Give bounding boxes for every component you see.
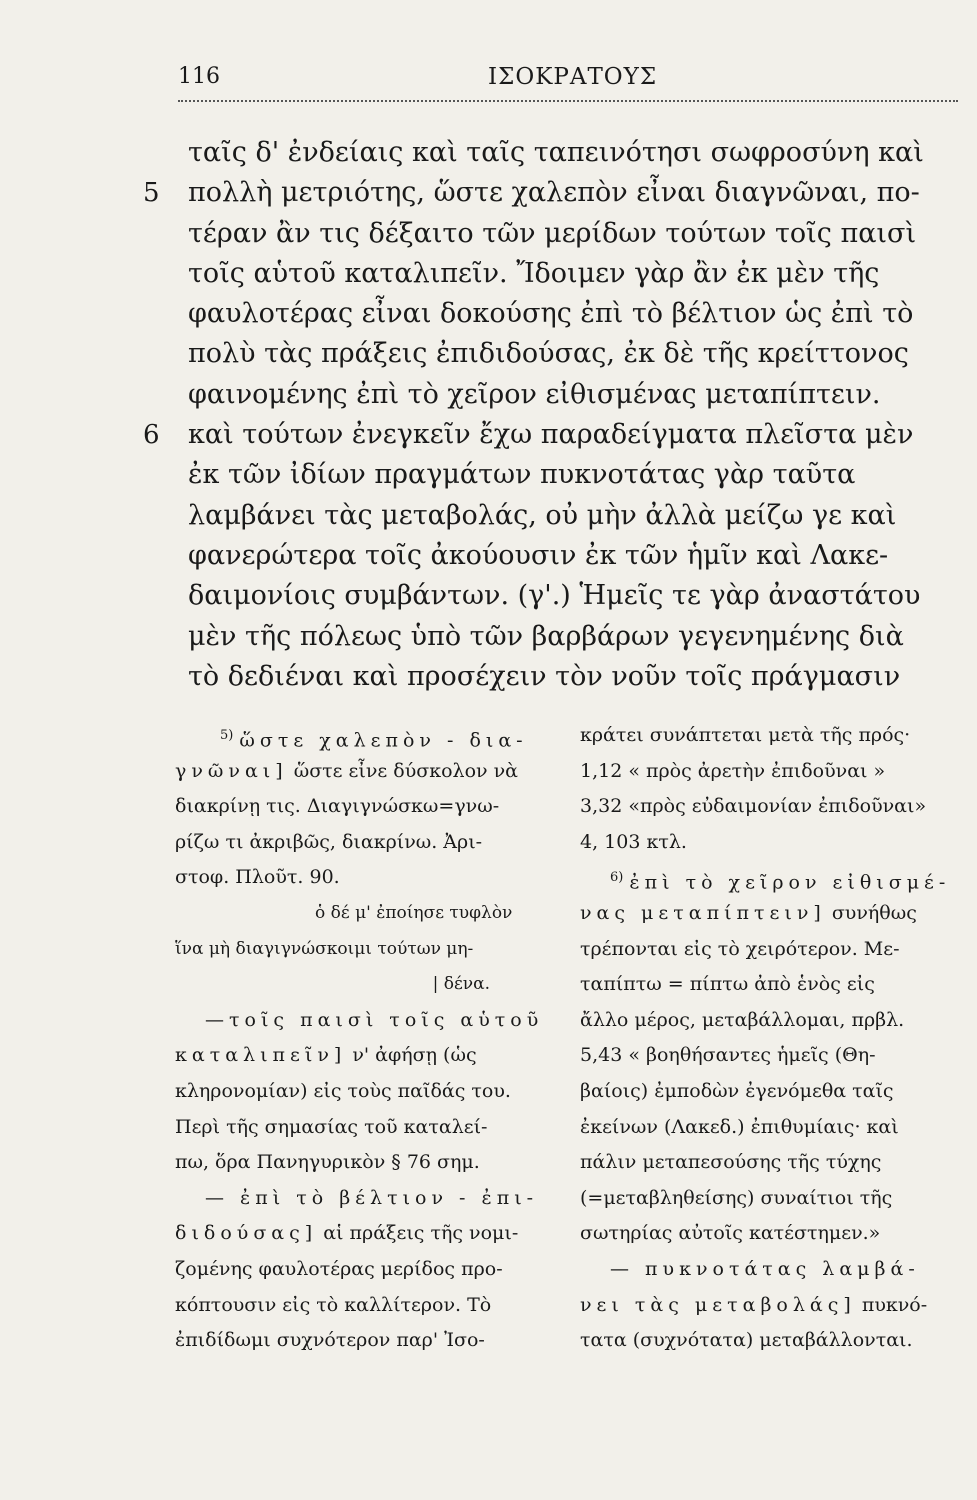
main-text	[143, 133, 960, 697]
text-line	[188, 617, 960, 657]
note-line: ἄλλο μέρος, μεταβάλλομαι, πρβλ.	[580, 1008, 905, 1031]
line-text: πολλὴ μετριότης, ὥστε χαλεπὸν εἶναι διαγνῶναι, πο-	[188, 177, 920, 209]
note-line: | δένα.	[432, 974, 490, 995]
note-line: διακρίνῃ τις. Διαγιγνώσκω=γνω-	[175, 795, 500, 818]
text-line	[188, 294, 960, 334]
text-line	[188, 455, 960, 495]
note-line: βαίοις) ἐμποδὼν ἐγενόμεθα ταῖς	[580, 1079, 894, 1102]
note-line	[175, 754, 550, 790]
note-line: 5,43 « βοηθήσαντες ἡμεῖς (Θη-	[580, 1044, 876, 1067]
note-marker: 5)	[220, 728, 234, 743]
note-line: πω, ὅρα Πανηγυρικὸν § 76 σημ.	[175, 1151, 480, 1174]
line-text: πολὺ τὰς πράξεις ἐπιδιδούσας, ἐκ δὲ τῆς κρείττονος	[188, 338, 909, 370]
text-line	[188, 133, 960, 173]
text-line	[188, 576, 960, 616]
note-line	[580, 896, 960, 932]
note-line: ἐπιδίδωμι συχνότερον παρ' Ἰσο-	[175, 1329, 485, 1352]
text-line	[188, 657, 960, 697]
note-marker: 6)	[610, 870, 624, 886]
note-line: στοφ. Πλοῦτ. 90.	[175, 866, 340, 889]
text-line	[188, 536, 960, 576]
line-text: δαιμονίοις συμβάντων. (γ'.) Ἡμεῖς τε γὰρ ἀναστάτου	[188, 580, 921, 612]
page-header	[178, 64, 958, 104]
note-line: 1,12 « πρὸς ἀρετὴν ἐπιδοῦναι »	[580, 759, 886, 782]
lemma: ἐπὶ τὸ χεῖρον εἰθισμέ-	[629, 871, 951, 894]
note-line: κράτει συνάπτεται μετὰ τῆς πρός·	[580, 724, 911, 746]
note-text: συνήθως	[825, 901, 917, 924]
line-text: τὸ δεδιέναι καὶ προσέχειν τὸν νοῦν τοῖς πράγμασιν	[188, 660, 901, 692]
note-line: ὁ δέ μ' ἐποίησε τυφλὸν	[315, 902, 513, 923]
note-line	[580, 1288, 960, 1324]
lemma: — ἐπὶ τὸ βέλτιον - ἐπι-	[205, 1186, 539, 1209]
note-line	[175, 1003, 550, 1039]
note-line	[580, 860, 960, 896]
note-line: (=μεταβληθείσης) συναίτιοι τῆς	[580, 1186, 893, 1209]
lemma: γνῶναι]	[175, 759, 288, 782]
line-text: ἐκ τῶν ἰδίων πραγμάτων πυκνοτάτας γὰρ ταῦτα	[188, 459, 856, 491]
note-text: πυκνό-	[855, 1293, 928, 1316]
lemma: διδούσας]	[175, 1222, 318, 1245]
note-line	[580, 1252, 960, 1288]
note-line: 4, 103 κτλ.	[580, 830, 687, 853]
line-number: 6	[143, 420, 160, 451]
running-title: ΙΣΟΚΡΑΤΟΥΣ	[488, 64, 658, 90]
text-line	[188, 334, 960, 374]
header-rule	[178, 100, 958, 102]
text-line	[143, 173, 960, 213]
note-line: τρέπονται εἰς τὸ χειρότερον. Με-	[580, 937, 900, 960]
lemma: — πυκνοτάτας λαμβά-	[610, 1257, 920, 1280]
note-line: τατα (συχνότατα) μεταβάλλονται.	[580, 1329, 913, 1352]
note-line: ἐκείνων (Λακεδ.) ἐπιθυμίαις· καὶ	[580, 1115, 899, 1138]
text-line	[188, 375, 960, 415]
note-line: ἵνα μὴ διαγιγνώσκοιμι τούτων μη-	[175, 938, 474, 959]
line-number: 5	[143, 178, 160, 209]
footnotes-right-column	[580, 718, 960, 1359]
line-text: καὶ τούτων ἐνεγκεῖν ἔχω παραδείγματα πλεῖστα μὲν	[188, 419, 914, 451]
line-text: φανερώτερα τοῖς ἀκούουσιν ἐκ τῶν ἡμῖν καὶ Λακε-	[188, 539, 889, 571]
note-line	[175, 1181, 550, 1217]
lemma: νας μεταπίπτειν]	[580, 901, 826, 924]
lemma: νει τὰς μεταβολάς]	[580, 1293, 856, 1316]
lemma: ὥστε χαλεπὸν - δια-	[239, 729, 528, 752]
note-line: πάλιν μεταπεσούσης τῆς τύχης	[580, 1151, 882, 1174]
note-line: Περὶ τῆς σημασίας τοῦ καταλεί-	[175, 1115, 488, 1138]
note-text: ν' ἀφήσῃ (ὡς	[346, 1044, 477, 1067]
line-text: ταῖς δ' ἐνδείαις καὶ ταῖς ταπεινότησι σωφροσύνη καὶ	[188, 137, 924, 168]
text-line	[188, 496, 960, 536]
note-line: κληρονομίαν) εἰς τοὺς παῖδάς του.	[175, 1079, 511, 1102]
note-line: ζομένης φαυλοτέρας μερίδος προ-	[175, 1257, 503, 1280]
line-text: λαμβάνει τὰς μεταβολάς, οὐ μὴν ἀλλὰ μείζω γε καὶ	[188, 499, 897, 531]
note-line: 3,32 «πρὸς εὐδαιμονίαν ἐπιδοῦναι»	[580, 795, 927, 818]
text-line	[188, 254, 960, 294]
text-line	[188, 214, 960, 254]
line-text: τοῖς αὑτοῦ καταλιπεῖν. Ἴδοιμεν γὰρ ἂν ἐκ μὲν τῆς	[188, 257, 880, 289]
lemma: καταλιπεῖν]	[175, 1044, 347, 1067]
note-line: ταπίπτω = πίπτω ἀπὸ ἑνὸς εἰς	[580, 973, 875, 996]
note-line	[175, 1216, 550, 1252]
note-line: κόπτουσιν εἰς τὸ καλλίτερον. Τὸ	[175, 1293, 492, 1316]
note-line	[175, 1038, 550, 1074]
note-line: ρίζω τι ἀκριβῶς, διακρίνω. Ἀρι-	[175, 830, 483, 853]
note-line	[175, 718, 550, 754]
footnotes-left-column	[175, 718, 550, 1359]
note-text: αἱ πράξεις τῆς νομι-	[317, 1222, 519, 1245]
lemma: —τοῖς παισὶ τοῖς αὑτοῦ	[205, 1008, 544, 1031]
line-text: φαινομένης ἐπὶ τὸ χεῖρον εἰθισμένας μεταπίπτειν.	[188, 378, 881, 410]
line-text: μὲν τῆς πόλεως ὑπὸ τῶν βαρβάρων γεγενημένης διὰ	[188, 620, 904, 652]
line-text: φαυλοτέρας εἶναι δοκούσης ἐπὶ τὸ βέλτιον ὡς ἐπὶ τὸ	[188, 298, 914, 330]
note-text: ὥστε εἶνε δύσκολον νὰ	[287, 759, 519, 782]
text-line	[143, 415, 960, 455]
note-line: σωτηρίας αὐτοῖς κατέστημεν.»	[580, 1222, 881, 1245]
page-number: 116	[178, 64, 220, 89]
line-text: τέραν ἂν τις δέξαιτο τῶν μερίδων τούτων τοῖς παισὶ	[188, 217, 917, 249]
